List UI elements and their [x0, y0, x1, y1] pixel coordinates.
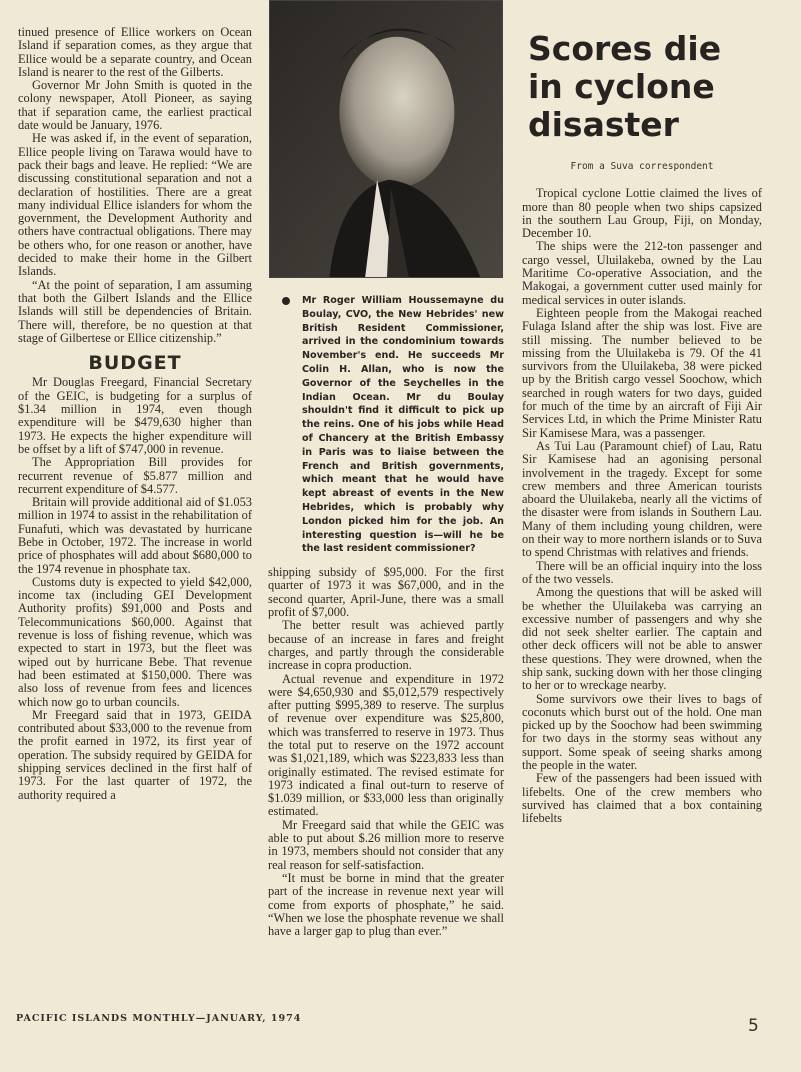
article-paragraph: Britain will provide additional aid of $1.053 million in 1974 to assist in the rehabilitation of Funafuti, which was devastated by hurricane Bebe in October, 1972. The increase in world price of phosphates will add about $680,000 to the 1974 revenue in phosphate tax. [18, 495, 252, 576]
article-paragraph: Some survivors owe their lives to bags of coconuts which burst out of the hold. One man picked up by the Soochow had been swimming for two days in the stormy seas without any support. Some speak of seeing sharks among the people in the water. [522, 691, 762, 773]
byline: From a Suva correspondent [570, 161, 714, 172]
headline-line: in cyclone [528, 67, 715, 106]
page-footer: PACIFIC ISLANDS MONTHLY—JANUARY, 1974 [16, 1013, 302, 1024]
article-paragraph: Customs duty is expected to yield $42,000, income tax (including GEI Development Authority profits) $91,000 and Posts and Telecommunications $60,000. Against that revenue is loss of fishing revenue, which was expected to start in 1973, but the fleet was wiped out by hurricane Bebe. That revenue had been estimated at $150,000. There was also loss of revenue from fees and licences which now go to urban councils. [18, 574, 252, 709]
article-paragraph: Mr Freegard said that in 1973, GEIDA contributed about $33,000 to the revenue from the profit earned in 1972, its first year of operation. The subsidy required by GEIDA for shipping services declined in the first half of 1973. For the last quarter of 1972, the authority required a [18, 707, 252, 802]
page-number: 5 [748, 1016, 759, 1036]
article-paragraph: “It must be borne in mind that the greater part of the increase in revenue next year will come from exports of phosphate,” he said. “When we lose the phosphate revenue we shall have a larger gap to plug than ever.” [268, 870, 504, 939]
article-paragraph: The better result was achieved partly because of an increase in fares and freight charges, and partly through the considerable increase in copra production. [268, 618, 504, 673]
article-paragraph: shipping subsidy of $95,000. For the first quarter of 1973 it was $67,000, and in the second quarter, April-June, there was a small profit of $7,000. [268, 565, 504, 620]
article-paragraph: Tropical cyclone Lottie claimed the lives of more than 80 people when two ships capsized in the southern Lau Group, Fiji, on Monday, December 10. [522, 186, 762, 241]
article-paragraph: Few of the passengers had been issued with lifebelts. One of the crew members who survived has claimed that a box containing lifebelts [522, 771, 762, 826]
article-paragraph: Among the questions that will be asked will be whether the Uluilakeba was carrying an excessive number of passengers and why she did not seek shelter earlier. The captain and other deck officers will not be able to answer these questions. They were drowned, when the ship sank, sucking down with her those clinging to her or to wreckage nearby. [522, 585, 762, 693]
article-paragraph: There will be an official inquiry into the loss of the two vessels. [522, 558, 762, 586]
article-paragraph: tinued presence of Ellice workers on Ocean Island if separation comes, as they argue that Ellice would be a separate country, and Ocean Island is nearer to the rest of the Gilberts. [18, 26, 252, 79]
column-right [522, 24, 762, 1024]
article-paragraph: As Tui Lau (Paramount chief) of Lau, Ratu Sir Kamisese had an agonising personal involvement in the tragedy. Except for some crew members and three American tourists aboard the Uluilakeba, nearly all the victims of the disaster were from islands in Southern Lau. Many of them including young children, were on their way to more northern islands or to Suva to spend Christmas with relatives and friends. [522, 438, 762, 560]
article-paragraph: Mr Freegard said that while the GEIC was able to put about $.26 million more to reserve in 1973, members should not consider that any real reason for self-satisfaction. [268, 817, 504, 872]
headline-line: disaster [528, 105, 679, 144]
article-paragraph: The Appropriation Bill provides for recurrent revenue of $5.877 million and recurrent expenditure of $4.577. [18, 455, 252, 496]
column-left [18, 26, 252, 1006]
column-middle [268, 0, 504, 1010]
portrait-photo [269, 0, 503, 278]
section-subhead: BUDGET [88, 352, 182, 375]
article-paragraph: He was asked if, in the event of separation, Ellice people living on Tarawa would have to pack their bags and leave. He replied: “We are discussing constitutional separation and not a declaration of hostilities. There are a great many individual Ellice islanders for whom the government, the Development Authority and others have contractual obligations. There may be others who, for one reason or another, have decided to make their home in the Gilbert Islands. [18, 131, 252, 279]
photo-caption-text: Mr Roger William Houssemayne du Boulay, CVO, the New Hebrides' new British Resident Commissioner, arrived in the condominium towards November's end. He succeeds Mr Colin H. Allan, who is now the Governor of the Seychelles in the Indian Ocean. Mr du Boulay shouldn't find it difficult to pick up the reins. One of his jobs while Head of Chancery at the British Embassy in Paris was to liaise between the French and British governments, which meant that he would have kept abreast of events in the New Hebrides, which is probably why London picked him for the job. An interesting question is—will he be the last resident commissioner? [302, 295, 504, 555]
article-paragraph: Governor Mr John Smith is quoted in the colony newspaper, Atoll Pioneer, as saying that if separation came, the earliest practical date would be January, 1976. [18, 78, 252, 133]
article-paragraph: “At the point of separation, I am assuming that both the Gilbert Islands and the Ellice Islands will still be dependencies of Britain. There will, therefore, be no question at that stage of Gilbertese or Ellice citizenship.” [18, 277, 252, 345]
article-paragraph: Eighteen people from the Makogai reached Fulaga Island after the ship was lost. Five are still missing. The number believed to be missing from the Uluilakeba is 79. Of the 41 survivors from the Uluilakeba, 38 were picked up by the British cargo vessel Soochow, which searched in rough waters for two days, guided for much of the time by an aircraft of Fiji Air Services Ltd, in which the Prime Minister Ratu Sir Kamisese Mara, was a passenger. [522, 305, 762, 440]
article-paragraph: The ships were the 212-ton passenger and cargo vessel, Uluilakeba, owned by the Lau Maritime Co-operative Association, and the Makogai, a government cutter used mainly for medical services in outer islands. [522, 239, 762, 307]
article-headline [528, 30, 762, 144]
article-paragraph: Mr Douglas Freegard, Financial Secretary of the GEIC, is budgeting for a surplus of $1.34 million in 1974, even though expenditure will be $479,630 higher than 1973. He expects the higher expenditure will be offset by a lift of $747,000 in revenue. [18, 375, 252, 456]
bullet-icon [282, 297, 290, 305]
photo-caption [268, 294, 504, 556]
article-paragraph: Actual revenue and expenditure in 1972 were $4,650,930 and $5,012,579 respectively after putting $995,389 to reserve. The surplus of revenue over expenditure was $25,800, which was transferred to reserve in 1973. Thus the total put to reserve on the 1972 account was $1,021,189, which was $223,833 less than originally estimated. The revised estimate for 1973 indicated a final out-turn to reserve of $1.039 million, or $33,000 less than originally estimated. [268, 671, 504, 819]
headline-line: Scores die [528, 29, 722, 68]
